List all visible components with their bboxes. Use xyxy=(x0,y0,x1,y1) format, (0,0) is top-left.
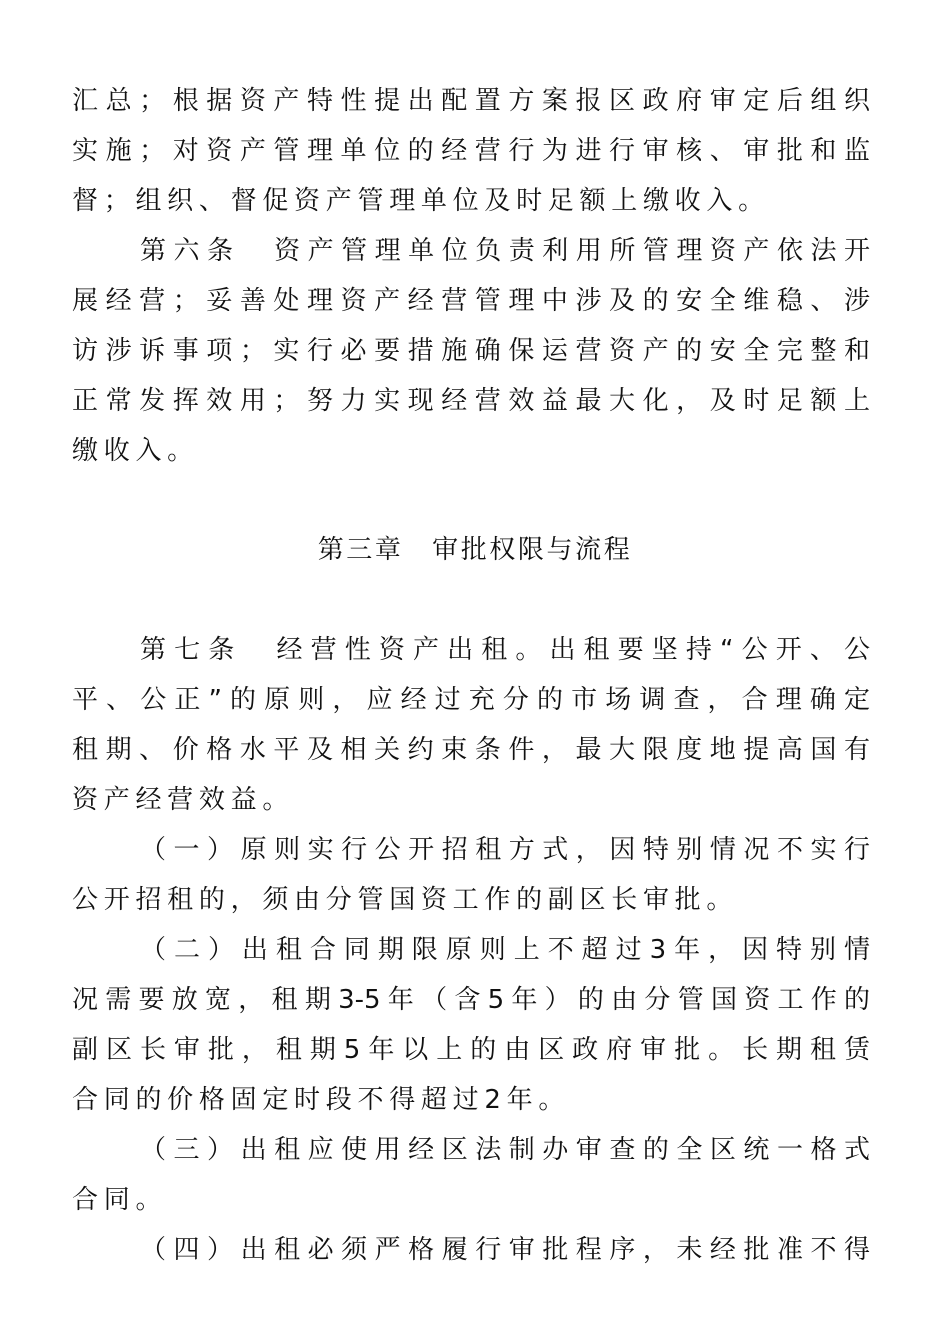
text-line: 租期、价格水平及相关约束条件，最大限度地提高国有 xyxy=(72,735,870,765)
text-line: 缴收入。 xyxy=(72,436,199,466)
text-line: 合同的价格固定时段不得超过2年。 xyxy=(72,1085,571,1115)
article-6-first-line: 第六条 资产管理单位负责利用所管理资产依法开 xyxy=(140,236,870,266)
text-line: 展经营；妥善处理资产经营管理中涉及的安全维稳、涉 xyxy=(72,286,870,316)
text-line: 平、公正”的原则，应经过充分的市场调查，合理确定 xyxy=(72,685,870,715)
clause-4-first-line: （四）出租必须严格履行审批程序，未经批准不得 xyxy=(140,1235,870,1265)
clause-1-first-line: （一）原则实行公开招租方式，因特别情况不实行 xyxy=(140,835,870,865)
chapter-heading: 第三章 审批权限与流程 xyxy=(317,535,633,565)
text-line: 访涉诉事项；实行必要措施确保运营资产的安全完整和 xyxy=(72,336,870,366)
clause-3-first-line: （三）出租应使用经区法制办审查的全区统一格式 xyxy=(140,1135,870,1165)
text-line: 况需要放宽，租期3-5年（含5年）的由分管国资工作的 xyxy=(72,985,870,1015)
text-line: 正常发挥效用；努力实现经营效益最大化，及时足额上 xyxy=(72,386,870,416)
text-line: 资产经营效益。 xyxy=(72,785,295,815)
clause-2-first-line: （二）出租合同期限原则上不超过3年，因特别情 xyxy=(140,935,870,965)
text-line: 汇总；根据资产特性提出配置方案报区政府审定后组织 xyxy=(72,86,870,116)
text-line: 督；组织、督促资产管理单位及时足额上缴收入。 xyxy=(72,186,770,216)
text-line: 合同。 xyxy=(72,1185,168,1215)
text-line: 实施；对资产管理单位的经营行为进行审核、审批和监 xyxy=(72,136,870,166)
text-line: 副区长审批，租期5年以上的由区政府审批。长期租赁 xyxy=(72,1035,870,1065)
text-line: 公开招租的，须由分管国资工作的副区长审批。 xyxy=(72,885,739,915)
article-7-first-line: 第七条 经营性资产出租。出租要坚持“公开、公 xyxy=(140,635,870,665)
